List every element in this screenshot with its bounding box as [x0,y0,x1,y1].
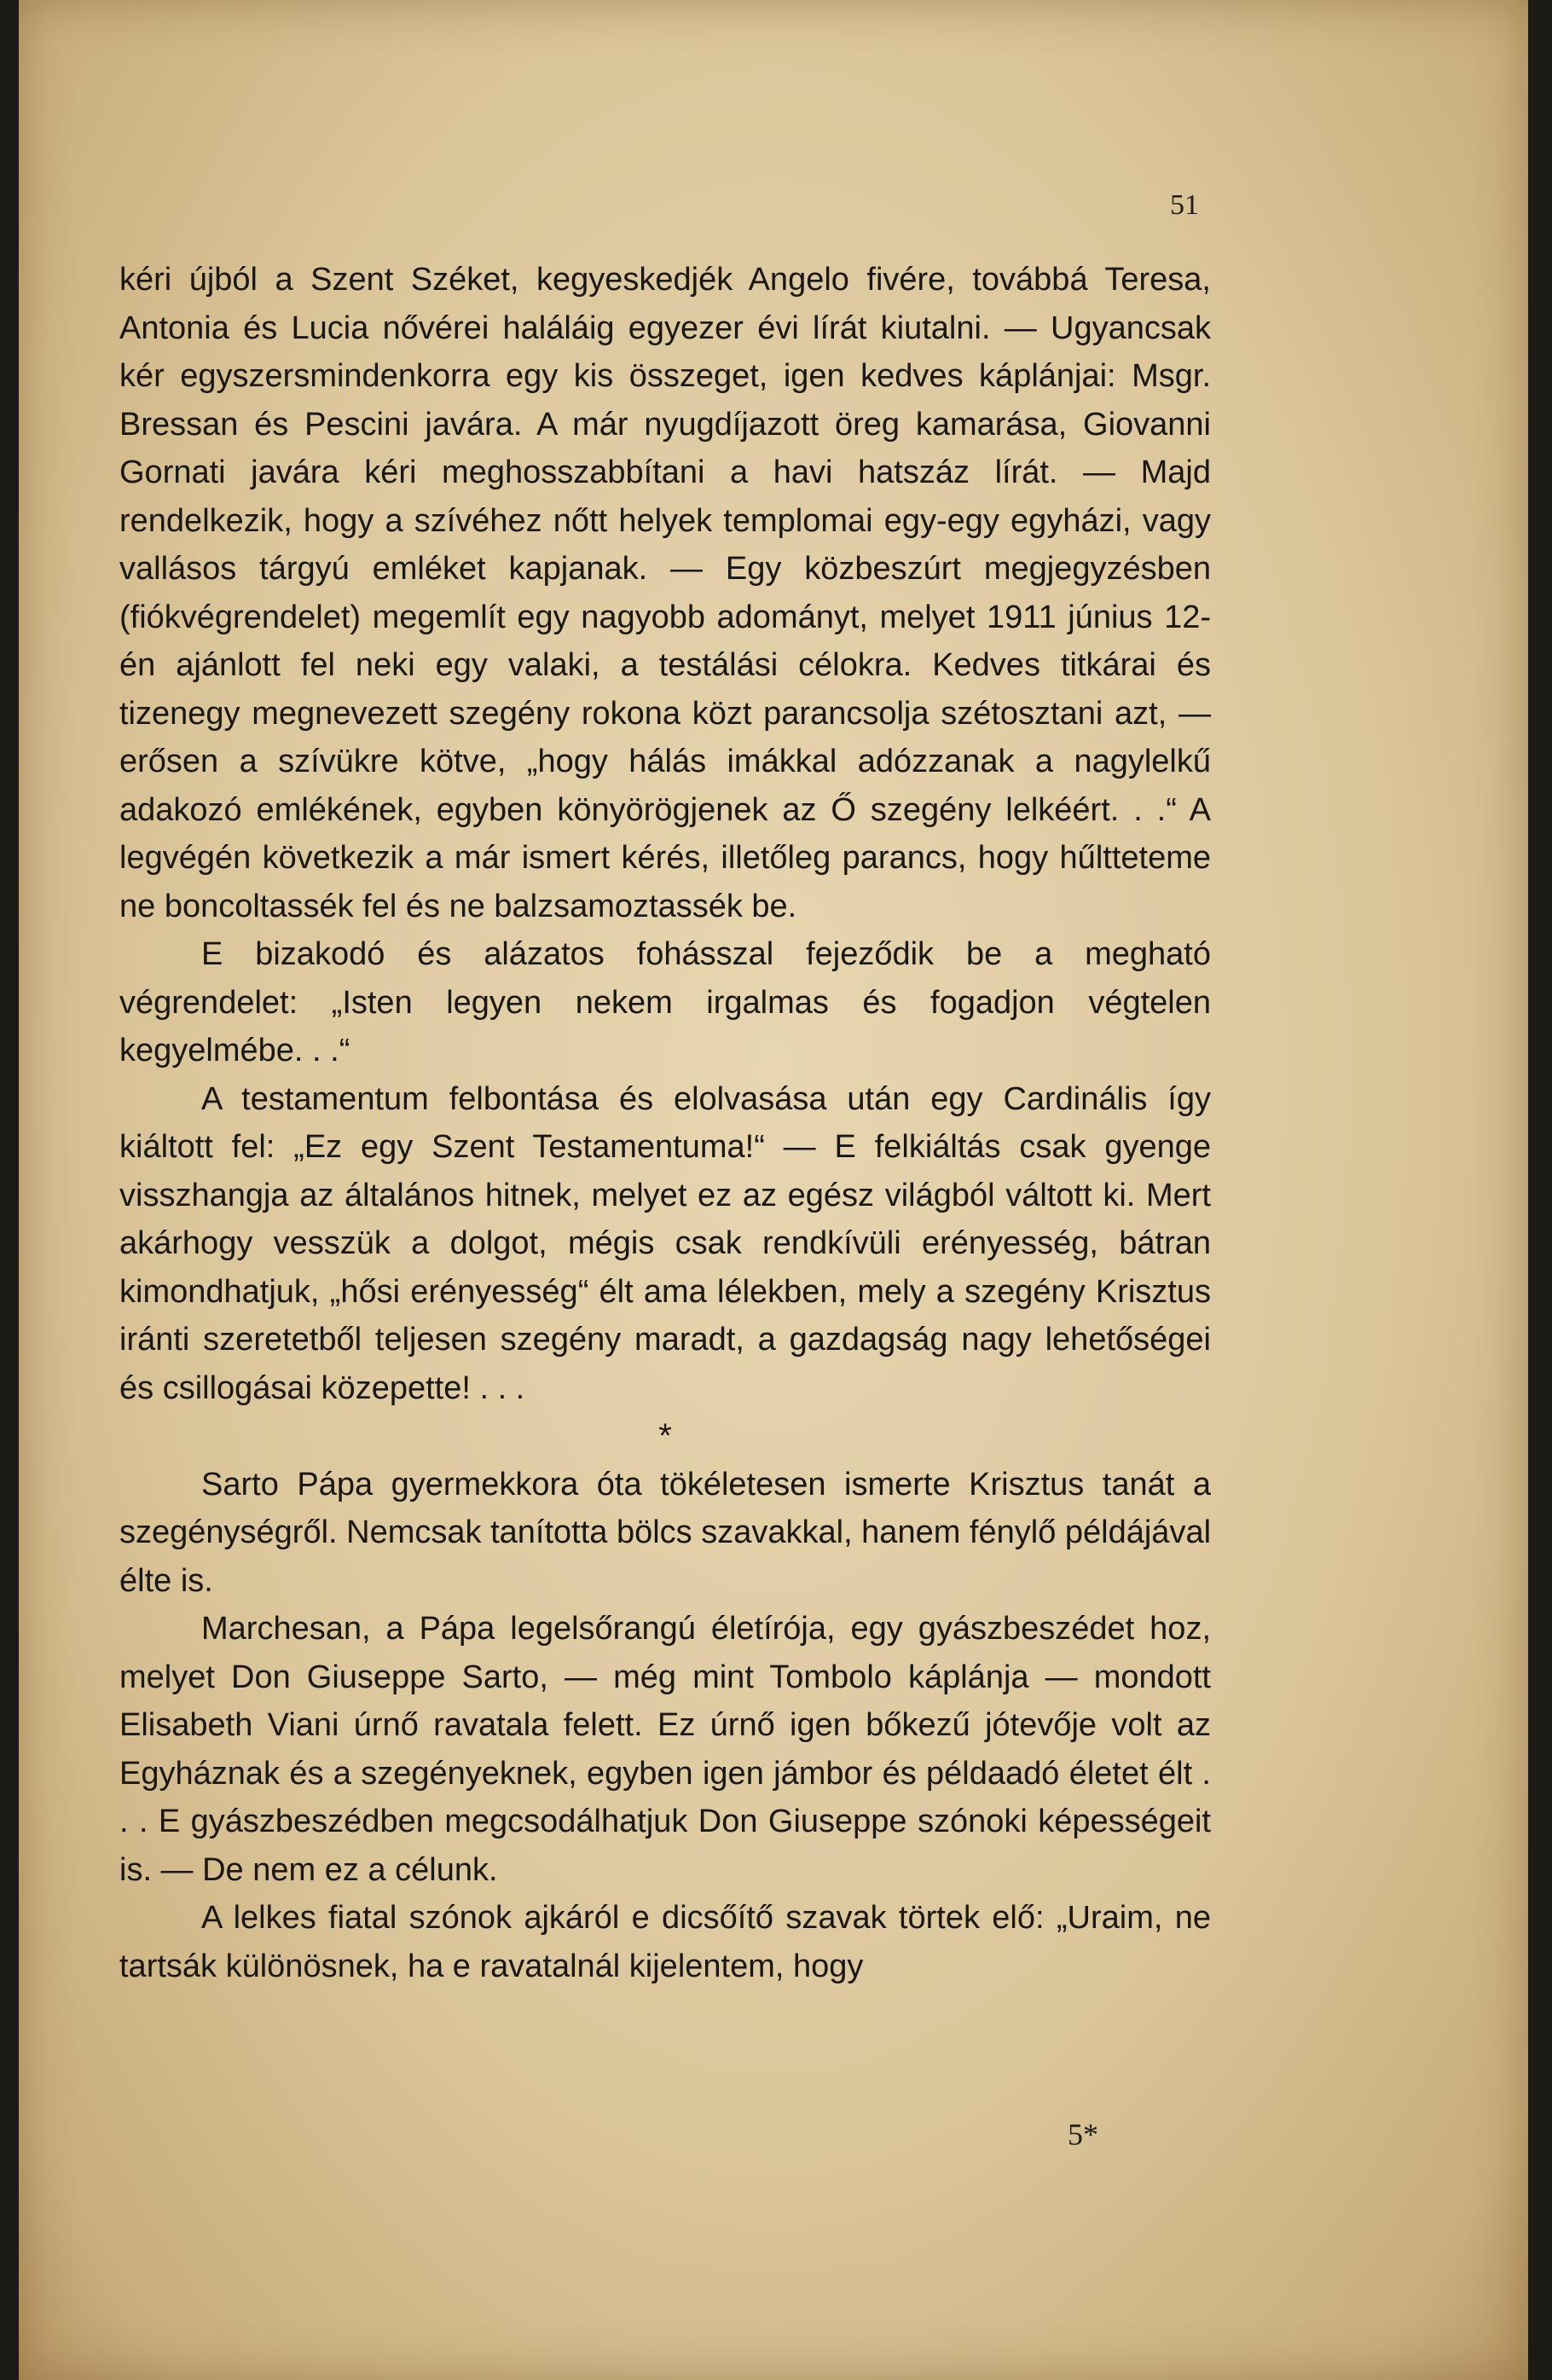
paragraph-2: E bizakodó és alázatos fohásszal fejeződik be a megható végrendelet: „Isten legyen nekem irgalmas és fogadjon végtelen kegyelmébe. . .“ [119,936,1211,1068]
paragraph-6: A lelkes fiatal szónok ajkáról e dicsőítő szavak törtek elő: „Uraim, ne tartsák különösnek, ha e ravatalnál kijelentem, hogy [119,1900,1211,1984]
signature-mark: 5* [1068,2117,1098,2151]
body-text [119,256,1211,1990]
paragraph-1: kéri újból a Szent Széket, kegyeskedjék Angelo fivére, továbbá Teresa, Antonia és Lucia nővérei haláláig egyezer évi lírát kiutalni. — Ugyancsak kér egyszersmindenkorra egy kis összeget, igen kedves káplánjai: Msgr. Bressan és Pescini javára. A már nyugdíjazott öreg kamarása, Giovanni Gornati javára kéri meghosszabbítani a havi hatszáz lírát. — Majd rendelkezik, hogy a szívéhez nőtt helyek templomai egy-egy egyházi, vagy vallásos tárgyú emléket kapjanak. — Egy közbeszúrt megjegyzésben (fiókvégrendelet) megemlít egy nagyobb adományt, melyet 1911 június 12-én ajánlott fel neki egy valaki, a testálási célokra. Kedves titkárai és tizenegy megnevezett szegény rokona közt parancsolja szétosztani azt, — erősen a szívükre kötve, „hogy hálás imákkal adózzanak a nagylelkű adakozó emlékének, egyben könyörögjenek az Ő szegény lelkéért. . .“ A legvégén következik a már ismert kérés, illetőleg parancs, hogy hűlttetеme ne boncoltassék fel és ne balzsamoztassék be. [119,262,1211,924]
paragraph-3: A testamentum felbontása és elolvasása után egy Cardinális így kiáltott fel: „Ez egy Szent Testamentuma!“ — E felkiáltás csak gyenge visszhangja az általános hitnek, melyet ez az egész világból váltott ki. Mert akárhogy vesszük a dolgot, mégis csak rendkívüli erényesség, bátran kimondhatjuk, „hősi erényesség“ élt ama lélekben, mely a szegény Krisztus iránti szeretetből teljesen szegény maradt, a gazdagság nagy lehetőségei és csillogásai közepette! . . . [119,1080,1211,1406]
paragraph-5: Marchesan, a Pápa legelsőrangú életírója, egy gyászbeszédet hoz, melyet Don Giuseppe Sarto, — még mint Tombolo káplánja — mondott Elisabeth Viani úrnő ravatala felett. Ez úrnő igen bőkezű jótevője volt az Egyháznak és a szegényeknek, egyben igen jámbor és példaadó életet élt . . . E gyászbeszédben megcsodálhatjuk Don Giuseppe szónoki képességeit is. — De nem ez a célunk. [119,1611,1211,1888]
paragraph-4: Sarto Pápa gyermekkora óta tökéletesen ismerte Krisztus tanát a szegénységről. Nemcsak tanította bölcs szavakkal, hanem fénylő példájával élte is. [119,1466,1212,1599]
book-page [19,0,1528,2380]
section-separator: * [658,1417,672,1455]
page-number: 51 [1170,189,1199,221]
